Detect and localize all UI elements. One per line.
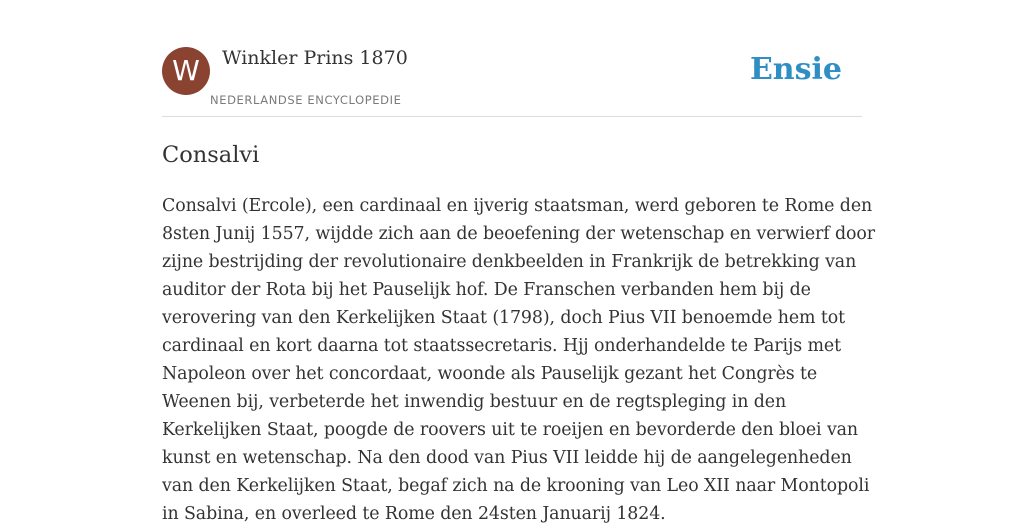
article-line: 8sten Junij 1557, wijdde zich aan de beoefening der wetenschap en verwierf door [162,224,876,244]
article-line: verovering van den Kerkelijken Staat (1798), doch Pius VII benoemde hem tot [162,308,845,328]
article-line: zijne bestrijding der revolutionaire denkbeelden in Frankrijk de betrekking van [162,252,857,272]
article-line: van den Kerkelijken Staat, begaf zich na de krooning van Leo XII naar Montopoli [162,476,870,496]
site-title[interactable]: Winkler Prins 1870 [222,47,408,69]
brand-logo[interactable]: Ensie [749,52,842,87]
article-line: cardinaal en kort daarna tot staatssecretaris. Hjj onderhandelde te Parijs met [162,336,841,356]
article-line: Kerkelijken Staat, poogde de roovers uit te roeijen en bevorderde den bloei van [162,420,859,440]
page-title: Consalvi [162,142,260,168]
article-line: Consalvi (Ercole), een cardinaal en ijverig staatsman, werd geboren te Rome den [162,196,873,216]
article-line: Weenen bij, verbeterde het inwendig bestuur en de regtspleging in den [162,392,787,412]
site-subtitle: NEDERLANDSE ENCYCLOPEDIE [210,93,402,107]
avatar[interactable]: W [162,47,210,95]
article-line: Napoleon over het concordaat, woonde als Pauselijk gezant het Congrès te [162,364,818,384]
site-header [162,46,862,117]
article-body [162,192,876,528]
article-line: kunst en wetenschap. Na den dood van Pius VII leidde hij de aangelegenheden [162,448,852,468]
article-line: auditor der Rota bij het Pauselijk hof. De Franschen verbanden hem bij de [162,280,811,300]
article-line: in Sabina, en overleed te Rome den 24sten Januarij 1824. [162,504,666,524]
